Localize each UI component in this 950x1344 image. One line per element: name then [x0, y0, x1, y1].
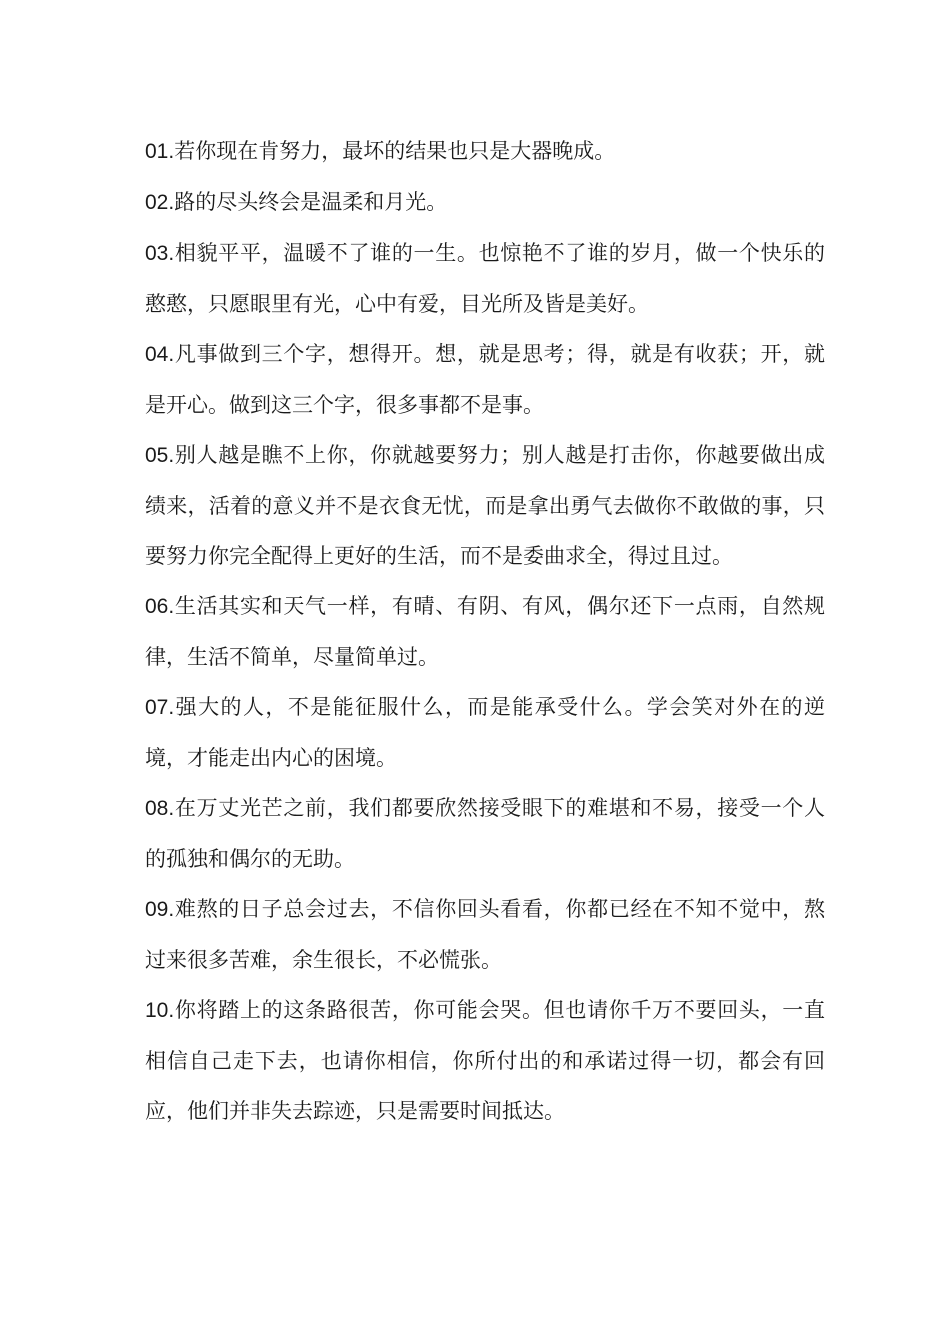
- quote-text: 凡事做到三个字，想得开。想，就是思考；得，就是有收获；开，就是开心。做到这三个字，很多事都不是事。: [145, 342, 825, 417]
- quote-text: 生活其实和天气一样，有晴、有阴、有风，偶尔还下一点雨，自然规律，生活不简单，尽量简单过。: [145, 594, 825, 669]
- quote-item: [145, 430, 825, 581]
- quote-item: [145, 329, 825, 430]
- quote-text: 相貌平平，温暖不了谁的一生。也惊艳不了谁的岁月，做一个快乐的憨憨，只愿眼里有光，心中有爱，目光所及皆是美好。: [145, 241, 825, 316]
- quote-text: 强大的人，不是能征服什么，而是能承受什么。学会笑对外在的逆境，才能走出内心的困境。: [145, 695, 825, 770]
- quote-number: 09.: [145, 898, 175, 921]
- quote-item: [145, 783, 825, 884]
- quote-item: [145, 228, 825, 329]
- quote-number: 02.: [145, 191, 175, 214]
- quote-text: 若你现在肯努力，最坏的结果也只是大器晚成。: [174, 139, 616, 163]
- quote-number: 01.: [145, 140, 175, 163]
- quote-item: [145, 581, 825, 682]
- quote-number: 07.: [145, 696, 175, 719]
- quote-text: 别人越是瞧不上你，你就越要努力；别人越是打击你，你越要做出成绩来，活着的意义并不是衣食无忧，而是拿出勇气去做你不敢做的事，只要努力你完全配得上更好的生活，而不是委曲求全，得过且过。: [145, 443, 825, 568]
- quote-number: 04.: [145, 343, 175, 366]
- quote-number: 10.: [145, 999, 175, 1022]
- quote-number: 06.: [145, 595, 175, 618]
- quote-number: 08.: [145, 797, 175, 820]
- quote-number: 03.: [145, 242, 175, 265]
- quote-list: [145, 126, 825, 1136]
- quote-item: [145, 884, 825, 985]
- quote-item: [145, 177, 825, 228]
- quote-item: [145, 682, 825, 783]
- quote-text: 你将踏上的这条路很苦，你可能会哭。但也请你千万不要回头，一直相信自己走下去，也请你相信，你所付出的和承诺过得一切，都会有回应，他们并非失去踪迹，只是需要时间抵达。: [145, 998, 825, 1123]
- quote-item: [145, 985, 825, 1136]
- quote-number: 05.: [145, 444, 175, 467]
- quote-text: 在万丈光芒之前，我们都要欣然接受眼下的难堪和不易，接受一个人的孤独和偶尔的无助。: [145, 796, 825, 871]
- quote-item: [145, 126, 825, 177]
- quote-text: 难熬的日子总会过去，不信你回头看看，你都已经在不知不觉中，熬过来很多苦难，余生很长，不必慌张。: [145, 897, 825, 972]
- quote-text: 路的尽头终会是温柔和月光。: [174, 190, 448, 214]
